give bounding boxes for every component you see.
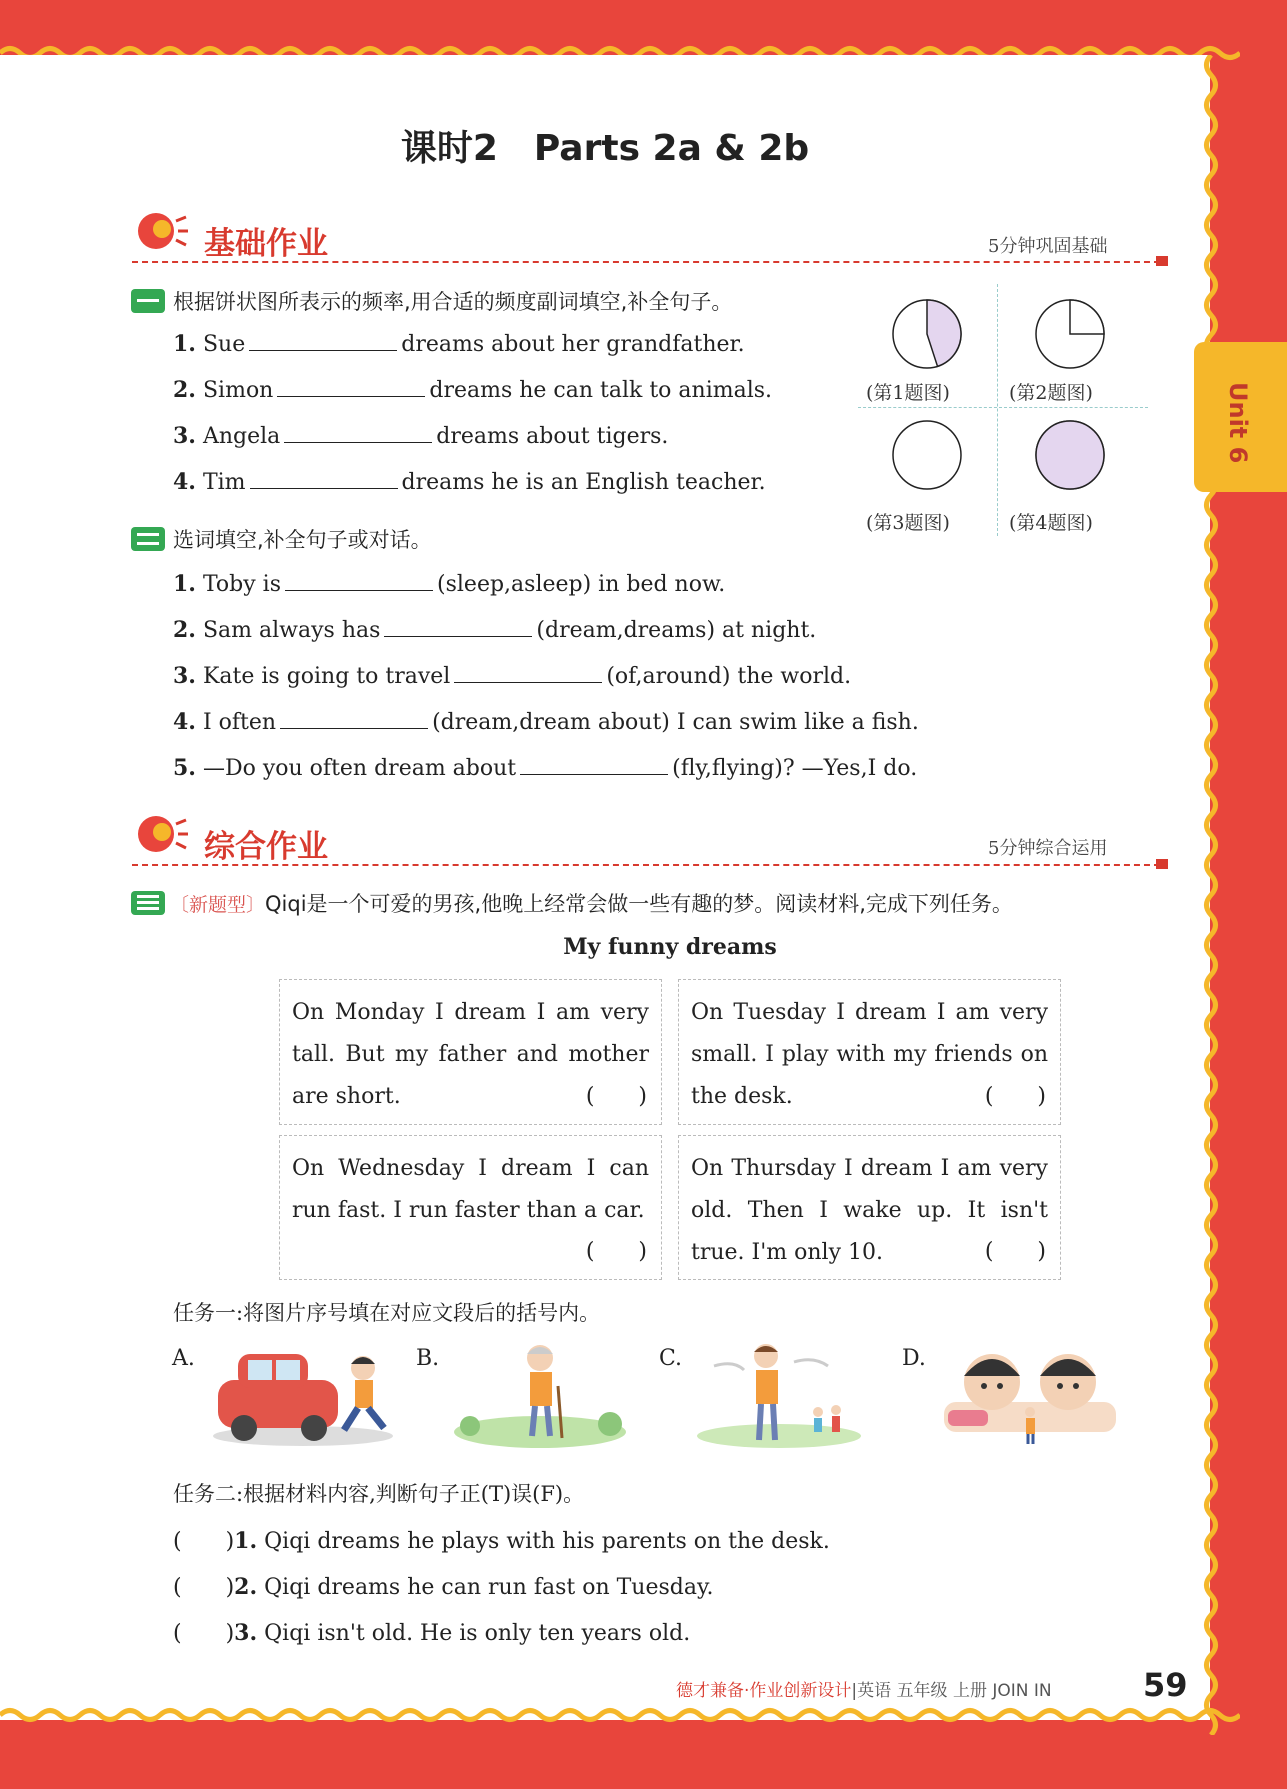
unit-tab [1194,342,1287,492]
pie-caption-1: (第1题图) [866,382,950,404]
option-d-label: D. [902,1346,926,1371]
answer-paren[interactable]: ( ) [585,1239,647,1264]
part2-item-1: 1. Toby is (sleep,asleep) in bed now. [173,571,726,597]
option-a-picture [208,1340,398,1450]
section1-note: 5分钟巩固基础 [988,236,1108,257]
answer-blank[interactable] [284,423,432,443]
section1-heading: 基础作业 [204,226,328,262]
part1-badge-icon [131,289,165,313]
judgement-2: ( )2. Qiqi dreams he can run fast on Tuesday. [173,1574,714,1600]
section2-divider-end [1156,859,1168,869]
reading-box-tuesday: On Tuesday I dream I am very small. I play with my friends on the desk. ( ) [678,979,1061,1125]
answer-blank[interactable] [454,663,602,683]
reading-box-monday: On Monday I dream I am very tall. But my father and mother are short. ( ) [279,979,662,1125]
part2-item-4: 4. I often (dream,dream about) I can swim like a fish. [173,709,919,735]
task2-instruction: 任务二:根据材料内容,判断句子正(T)误(F)。 [173,1482,585,1506]
pie-caption-3: (第3题图) [866,512,950,534]
task1-instruction: 任务一:将图片序号填在对应文段后的括号内。 [173,1301,601,1325]
answer-paren[interactable]: ( ) [984,1239,1046,1264]
answer-blank[interactable] [249,331,397,351]
answer-paren[interactable]: ( ) [173,1529,235,1554]
answer-paren[interactable]: ( ) [984,1084,1046,1109]
part1-item-4: 4. Tim dreams he is an English teacher. [173,469,766,495]
option-c-label: C. [659,1346,683,1371]
answer-blank[interactable] [520,755,668,775]
section2-heading: 综合作业 [204,829,328,865]
part2-instruction: 选词填空,补全句子或对话。 [173,528,432,552]
part1-instruction: 根据饼状图所表示的频率,用合适的频度副词填空,补全句子。 [173,290,733,314]
answer-blank[interactable] [285,571,433,591]
answer-blank[interactable] [384,617,532,637]
part2-badge-icon [131,527,165,551]
option-a-label: A. [172,1346,195,1371]
part3-badge-icon [131,891,165,915]
footer-subject: |英语 五年级 上册 JOIN IN [851,1681,1052,1701]
part1-item-2: 2. Simon dreams he can talk to animals. [173,377,773,403]
option-b-label: B. [416,1346,440,1371]
pie-chart-4 [1034,419,1106,491]
new-type-tag: 〔新题型〕 [170,894,266,916]
answer-blank[interactable] [250,469,398,489]
section1-mascot-icon [132,207,188,255]
reading-title: My funny dreams [563,934,777,960]
part1-item-1: 1. Sue dreams about her grandfather. [173,331,745,357]
answer-paren[interactable]: ( ) [585,1084,647,1109]
section1-divider-end [1156,256,1168,266]
option-b-picture [450,1336,630,1454]
part3-instruction: Qiqi是一个可爱的男孩,他晚上经常会做一些有趣的梦。阅读材料,完成下列任务。 [265,892,1013,916]
part2-item-5: 5. —Do you often dream about (fly,flying)? —Yes,I do. [173,755,918,781]
lesson-label: 课时2 [400,128,498,169]
parts-label: Parts 2a & 2b [533,128,810,169]
pie-caption-4: (第4题图) [1009,512,1093,534]
part1-item-3: 3. Angela dreams about tigers. [173,423,669,449]
section2-mascot-icon [132,810,188,858]
pie-grid-vline [997,284,998,536]
bottom-wave-border [0,1706,1240,1724]
judgement-3: ( )3. Qiqi isn't old. He is only ten years old. [173,1620,691,1646]
answer-paren[interactable]: ( ) [173,1621,235,1646]
pie-caption-2: (第2题图) [1009,382,1093,404]
page-title [0,120,1210,171]
section2-note: 5分钟综合运用 [988,838,1108,859]
part3-instruction-line [170,888,1013,918]
page-number: 59 [1143,1666,1188,1704]
unit-tab-label: Unit 6 [1224,382,1252,464]
pie-chart-1 [891,298,963,370]
answer-paren[interactable]: ( ) [173,1575,235,1600]
reading-box-wednesday: On Wednesday I dream I can run fast. I run faster than a car. ( ) [279,1135,662,1280]
part2-item-2: 2. Sam always has (dream,dreams) at night. [173,617,817,643]
footer-series-title: 德才兼备·作业创新设计 [676,1681,852,1701]
section2-divider [132,864,1160,866]
part2-item-3: 3. Kate is going to travel (of,around) the world. [173,663,852,689]
judgement-1: ( )1. Qiqi dreams he plays with his parents on the desk. [173,1528,830,1554]
pie-chart-3 [891,419,963,491]
answer-blank[interactable] [277,377,425,397]
option-d-picture [940,1336,1120,1454]
pie-chart-2 [1034,298,1106,370]
reading-box-thursday: On Thursday I dream I am very old. Then I wake up. It isn't true. I'm only 10. ( ) [678,1135,1061,1280]
option-c-picture [694,1336,864,1454]
answer-blank[interactable] [280,709,428,729]
footer-series [676,1676,1052,1701]
right-wave-border [1198,55,1224,1735]
pie-grid-hline [858,407,1148,408]
section1-divider [132,261,1160,263]
